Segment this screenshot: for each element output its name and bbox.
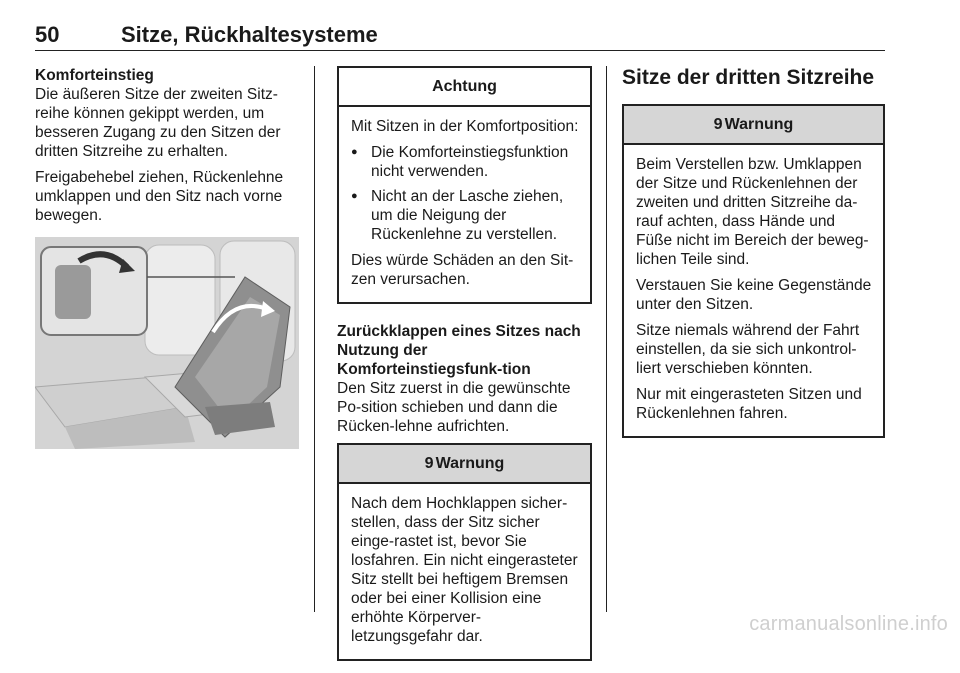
column-left — [35, 66, 300, 449]
paragraph-intro: Die äußeren Sitze der zweiten Sitz-reihe können gekippt werden, um besseren Zugang zu den Sitzen der dritten Sitzreihe zu erhalten. — [35, 86, 281, 160]
warning-label: Warnung — [435, 455, 505, 472]
caution-list-item: ● Nicht an der Lasche ziehen, um die Neigung der Rückenlehne zu verstellen. — [351, 187, 580, 244]
section-heading-dritte-sitzreihe: Sitze der dritten Sitzreihe — [622, 66, 875, 89]
warning-body-middle — [339, 484, 590, 659]
seat-illustration — [35, 237, 299, 449]
caution-body — [339, 107, 590, 302]
caution-title: Achtung — [339, 68, 590, 107]
seat-illustration-graphic — [35, 237, 299, 449]
warning-icon: 9 — [424, 455, 434, 472]
warning-paragraph: Nur mit eingerasteten Sitzen und Rückenlehnen fahren. — [636, 386, 862, 422]
caution-box — [337, 66, 592, 304]
caution-intro: Mit Sitzen in der Komfortposition: — [351, 118, 579, 135]
paragraph-zurueckklappen: Den Sitz zuerst in die gewünschte Po-sition schieben und dann die Rücken-lehne aufrichten. — [337, 380, 571, 435]
column-divider-right — [606, 66, 607, 612]
paragraph-instruction: Freigabehebel ziehen, Rückenlehne umklappen und den Sitz nach vorne bewegen. — [35, 169, 284, 224]
warning-title-middle — [339, 445, 590, 484]
warning-paragraph: Beim Verstellen bzw. Umklappen der Sitze und Rückenlehnen der zweiten und dritten Sitzreihe da-rauf achten, dass Hände und Füße nicht im Bereich der beweg-lichen Teile sind. — [636, 156, 869, 268]
section-heading-zurueckklappen: Zurückklappen eines Sitzes nach Nutzung der Komforteinstiegsfunk-tion — [337, 323, 581, 378]
warning-box-right — [622, 104, 885, 438]
warning-title-right — [624, 106, 883, 145]
column-divider-left — [314, 66, 315, 612]
caution-list-item: ● Die Komforteinstiegsfunktion nicht verwenden. — [351, 143, 580, 181]
warning-paragraph: Sitze niemals während der Fahrt einstellen, da sie sich unkontrol-liert verschieben könnten. — [636, 322, 860, 377]
page-number: 50 — [35, 22, 60, 47]
page-title: Sitze, Rückhaltesysteme — [121, 22, 378, 47]
column-middle — [337, 66, 592, 673]
warning-label: Warnung — [724, 116, 794, 133]
caution-list — [351, 143, 580, 244]
warning-body-right — [624, 145, 883, 436]
column-right — [622, 66, 885, 450]
section-heading-komforteinstieg: Komforteinstieg — [35, 67, 154, 84]
warning-paragraph: Verstauen Sie keine Gegenstände unter den Sitzen. — [636, 277, 872, 313]
watermark: carmanualsonline.info — [749, 613, 948, 635]
warning-text: Nach dem Hochklappen sicher-stellen, dass der Sitz sicher einge-rastet ist, bevor Sie losfahren. Ein nicht eingerasteter Sitz stellt bei heftigem Bremsen oder bei einer Kollision eine erhöhte Körperver-letzungsgefahr dar. — [351, 495, 578, 645]
caution-outro: Dies würde Schäden an den Sit-zen verursachen. — [351, 252, 574, 288]
warning-box-middle — [337, 443, 592, 661]
warning-icon: 9 — [713, 116, 723, 133]
page-header — [35, 18, 885, 51]
